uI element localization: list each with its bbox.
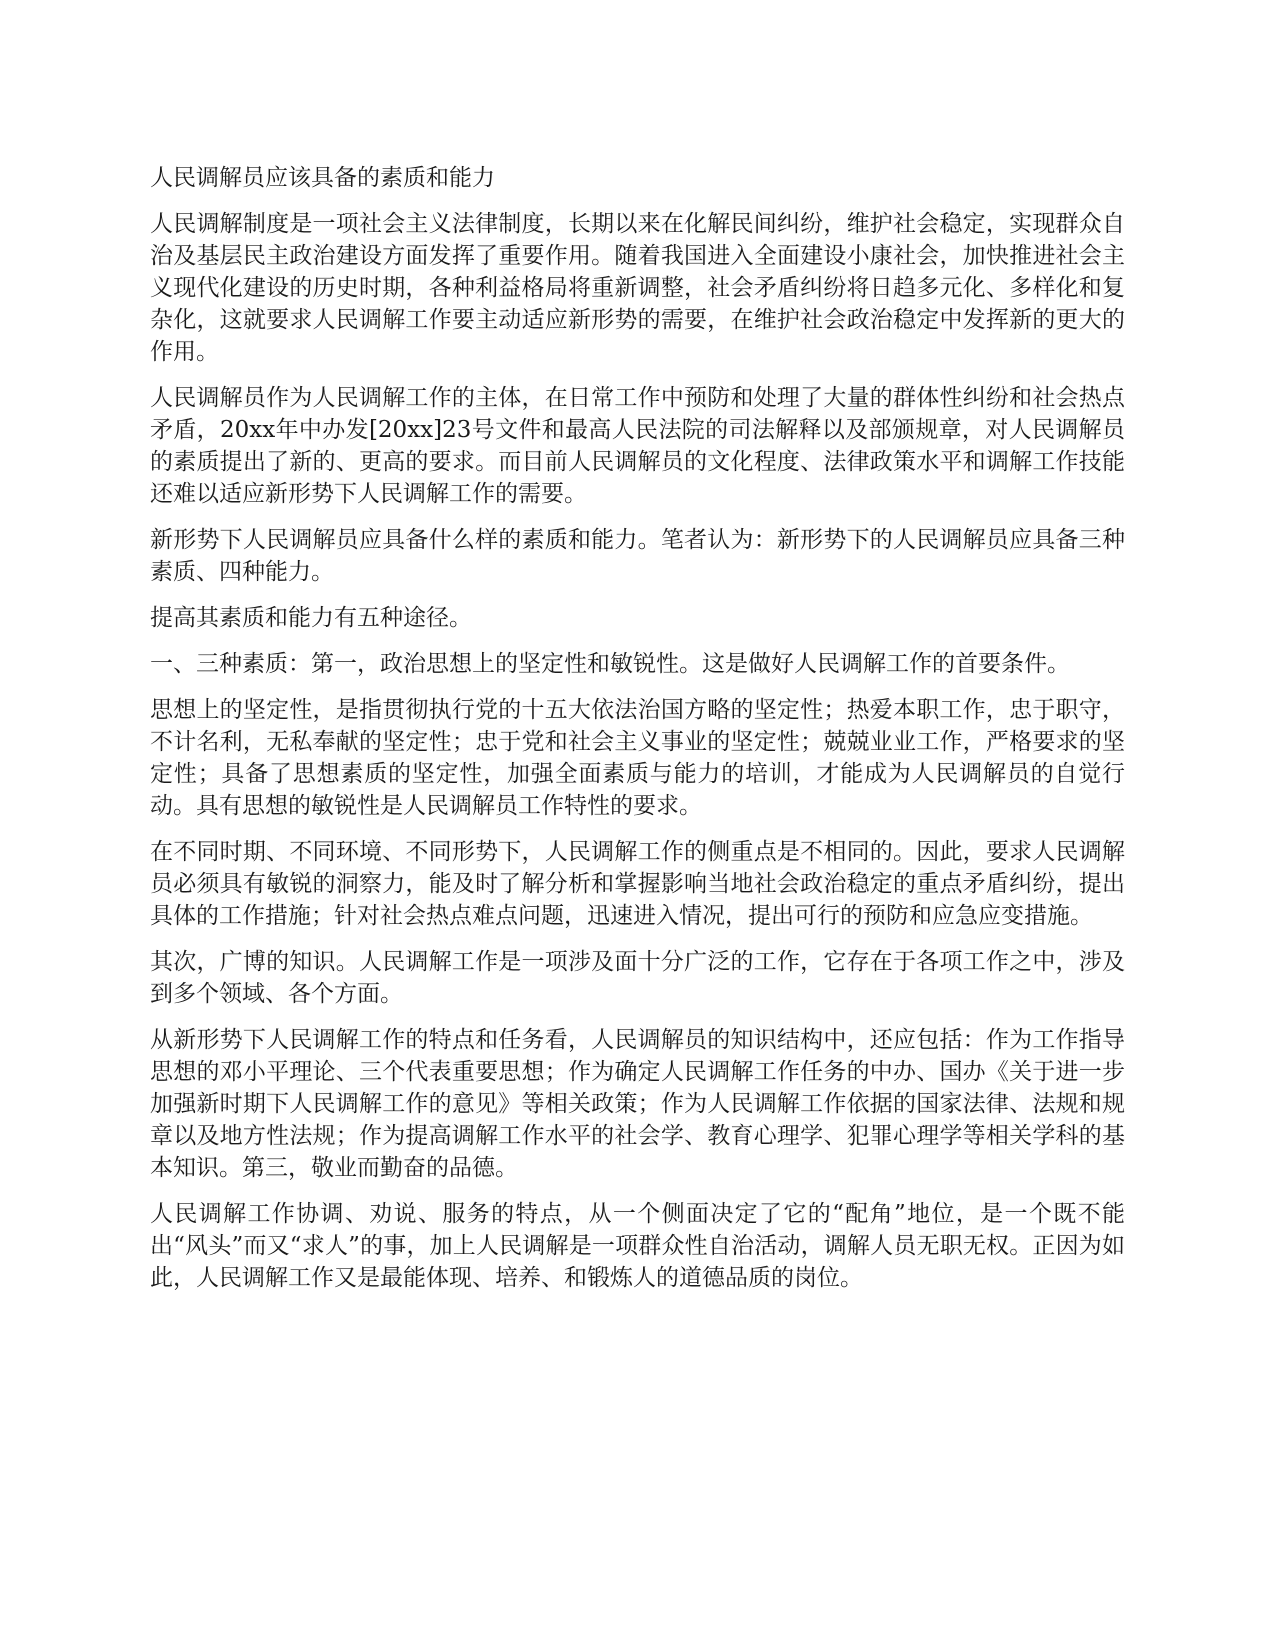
document-page [150,162,1125,1308]
paragraph-qualities-overview: 新形势下人民调解员应具备什么样的素质和能力。笔者认为：新形势下的人民调解员应具备三种素质、四种能力。 [150,527,1125,585]
paragraph-intro: 人民调解制度是一项社会主义法律制度，长期以来在化解民间纠纷，维护社会稳定，实现群众自治及基层民主政治建设方面发挥了重要作用。随着我国进入全面建设小康社会，加快推进社会主义现代化建设的历史时期，各种利益格局将重新调整，社会矛盾纠纷将日趋多元化、多样化和复杂化，这就要求人民调解工作要主动适应新形势的需要，在维护社会政治稳定中发挥新的更大的作用。 [150,211,1125,365]
document-title: 人民调解员应该具备的素质和能力 [150,165,495,191]
paragraph-broad-knowledge: 其次，广博的知识。人民调解工作是一项涉及面十分广泛的工作，它存在于各项工作之中，涉及到多个领域、各个方面。 [150,949,1125,1007]
paragraph-mediator-role: 人民调解员作为人民调解工作的主体，在日常工作中预防和处理了大量的群体性纠纷和社会热点矛盾，20xx年中办发[20xx]23号文件和最高人民法院的司法解释以及部颁规章，对人民调解员的素质提出了新的、更高的要求。而目前人民调解员的文化程度、法律政策水平和调解工作技能还难以适应新形势下人民调解工作的需要。 [150,385,1125,507]
paragraph-sensitivity: 在不同时期、不同环境、不同形势下，人民调解工作的侧重点是不相同的。因此，要求人民调解员必须具有敏锐的洞察力，能及时了解分析和掌握影响当地社会政治稳定的重点矛盾纠纷，提出具体的工作措施；针对社会热点难点问题，迅速进入情况，提出可行的预防和应急应变措施。 [150,839,1125,929]
paragraph-knowledge-structure: 从新形势下人民调解工作的特点和任务看，人民调解员的知识结构中，还应包括：作为工作指导思想的邓小平理论、三个代表重要思想；作为确定人民调解工作任务的中办、国办《关于进一步加强新时期下人民调解工作的意见》等相关政策；作为人民调解工作依据的国家法律、法规和规章以及地方性法规；作为提高调解工作水平的社会学、教育心理学、犯罪心理学等相关学科的基本知识。第三，敬业而勤奋的品德。 [150,1027,1125,1181]
paragraph-moral-character: 人民调解工作协调、劝说、服务的特点，从一个侧面决定了它的“配角”地位，是一个既不能出“风头”而又“求人”的事，加上人民调解是一项群众性自治活动，调解人员无职无权。正因为如此，人民调解工作又是最能体现、培养、和锻炼人的道德品质的岗位。 [150,1201,1125,1291]
paragraph-ideological-firmness: 思想上的坚定性，是指贯彻执行党的十五大依法治国方略的坚定性；热爱本职工作，忠于职守，不计名利，无私奉献的坚定性；忠于党和社会主义事业的坚定性；兢兢业业工作，严格要求的坚定性；具备了思想素质的坚定性，加强全面素质与能力的培训，才能成为人民调解员的自觉行动。具有思想的敏锐性是人民调解员工作特性的要求。 [150,697,1125,819]
paragraph-five-ways: 提高其素质和能力有五种途径。 [150,605,472,631]
paragraph-three-qualities: 一、三种素质：第一，政治思想上的坚定性和敏锐性。这是做好人民调解工作的首要条件。 [150,651,1070,677]
